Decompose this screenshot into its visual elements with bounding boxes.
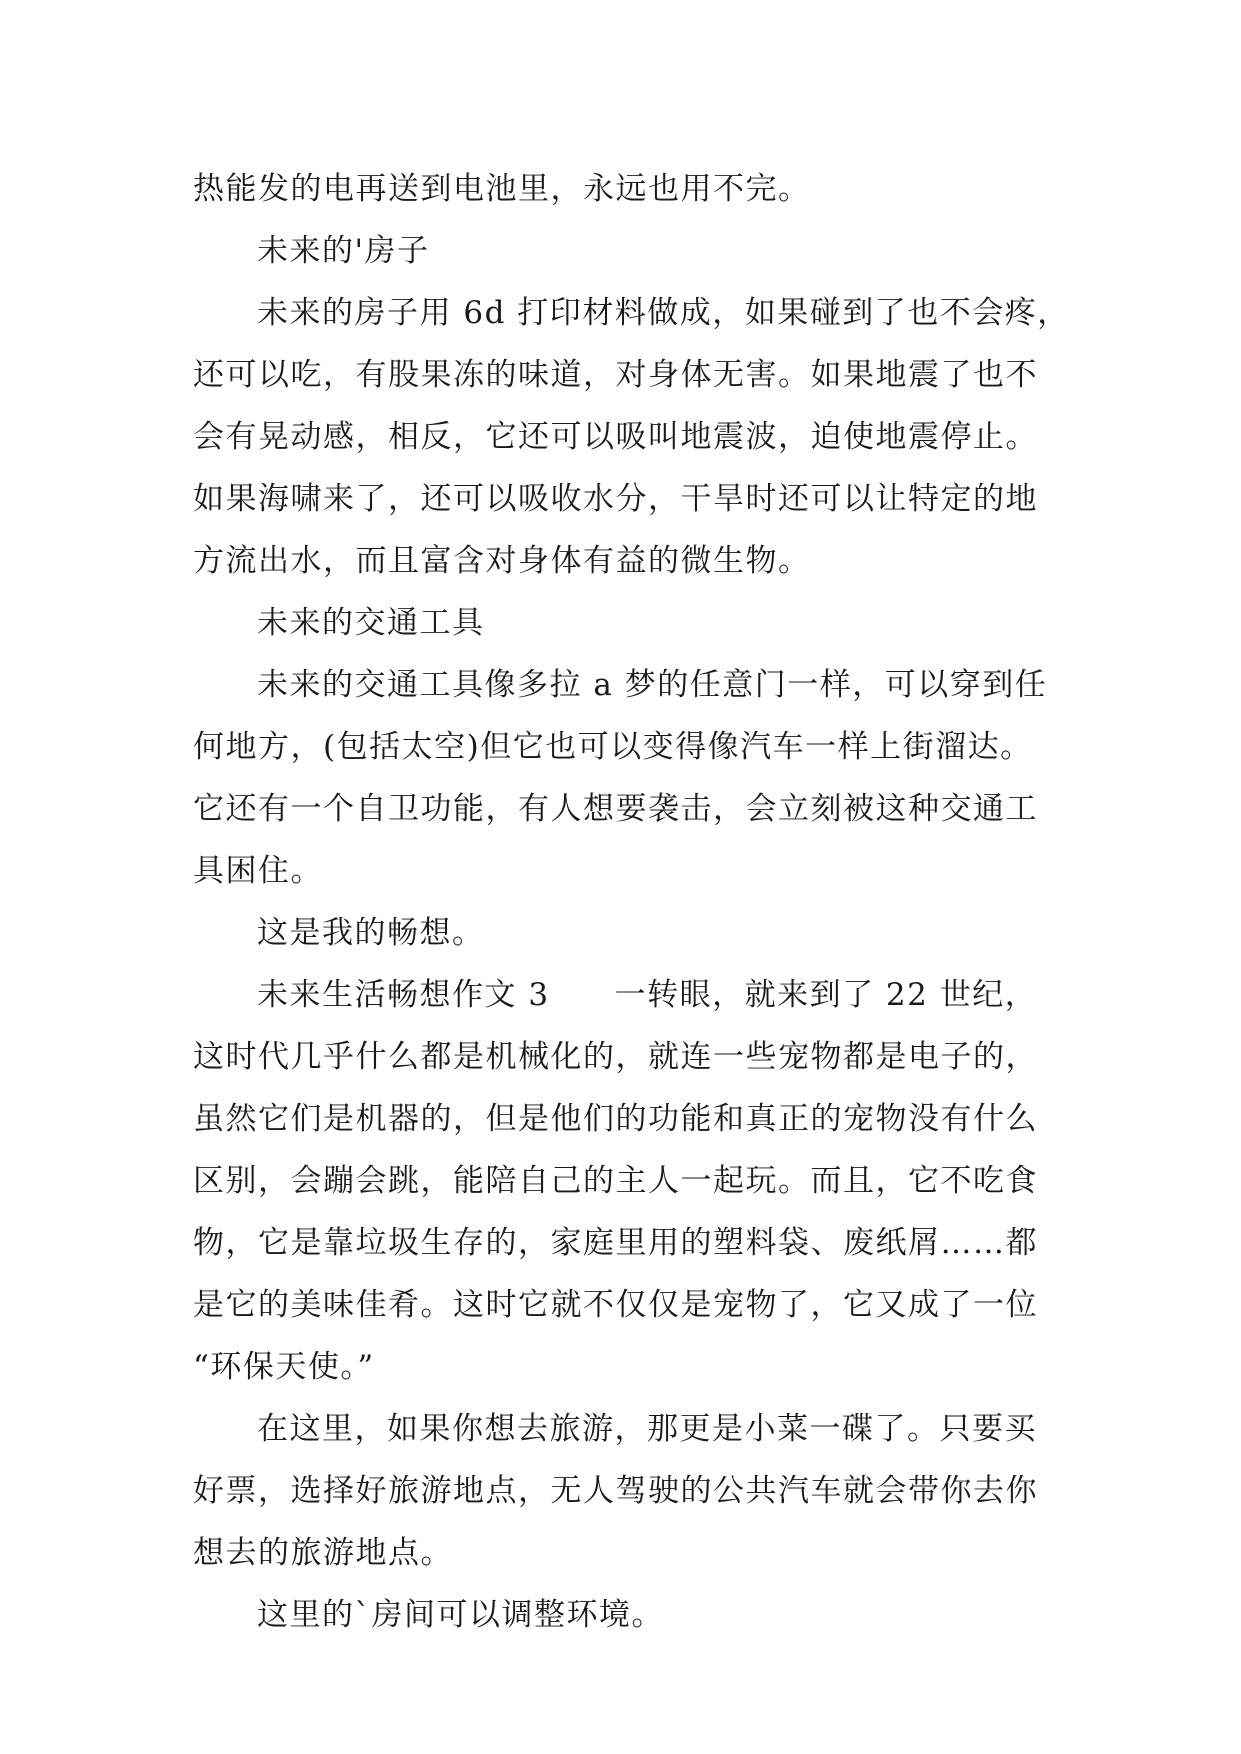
document-line: 好票，选择好旅游地点，无人驾驶的公共汽车就会带你去你 [193,1473,1038,1509]
document-line: 方流出水，而且富含对身体有益的微生物。 [193,543,811,579]
document-line: 未来的房子用 6d 打印材料做成，如果碰到了也不会疼， [257,295,1070,331]
document-line: 未来的交通工具像多拉 a 梦的任意门一样，可以穿到任 [257,667,1048,703]
document-line: 这里的`房间可以调整环境。 [257,1597,664,1633]
document-line: 想去的旅游地点。 [193,1535,453,1571]
document-line: 物，它是靠垃圾生存的，家庭里用的塑料袋、废纸屑……都 [193,1225,1038,1261]
document-line: 是它的美味佳肴。这时它就不仅仅是宠物了，它又成了一位 [193,1287,1038,1323]
document-line: 还可以吃，有股果冻的味道，对身体无害。如果地震了也不 [193,357,1038,393]
document-line: 这时代几乎什么都是机械化的，就连一些宠物都是电子的， [193,1039,1038,1075]
document-line: 热能发的电再送到电池里，永远也用不完。 [193,171,811,207]
document-line: 何地方，(包括太空)但它也可以变得像汽车一样上街溜达。 [193,729,1033,765]
document-line: 它还有一个自卫功能，有人想要袭击，会立刻被这种交通工 [193,791,1038,827]
document-line: 会有晃动感，相反，它还可以吸叫地震波，迫使地震停止。 [193,419,1038,455]
document-line: 未来生活畅想作文 3 一转眼，就来到了 22 世纪， [257,977,1038,1013]
document-line: “环保天使。” [193,1349,375,1385]
document-line: 区别，会蹦会跳，能陪自己的主人一起玩。而且，它不吃食 [193,1163,1038,1199]
document-line: 在这里，如果你想去旅游，那更是小菜一碟了。只要买 [257,1411,1037,1447]
document-line: 如果海啸来了，还可以吸收水分，干旱时还可以让特定的地 [193,481,1038,517]
document-line: 未来的'房子 [257,233,430,269]
document-line: 具困住。 [193,853,323,889]
document-line: 未来的交通工具 [257,605,485,641]
document-body [193,158,1073,1646]
document-line: 虽然它们是机器的，但是他们的功能和真正的宠物没有什么 [193,1101,1038,1137]
document-line: 这是我的畅想。 [257,915,485,951]
